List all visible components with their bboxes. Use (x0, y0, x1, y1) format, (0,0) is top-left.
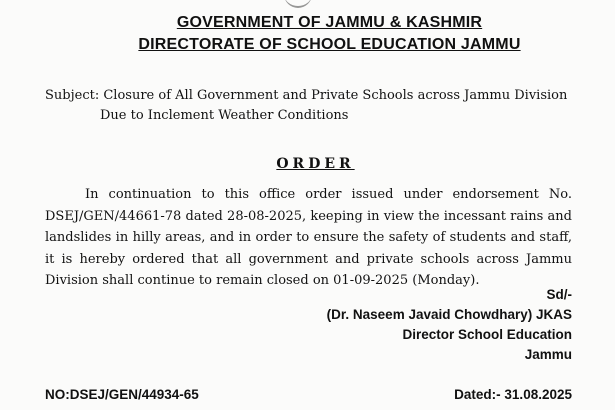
signatory-designation: Director School Education (402, 327, 572, 342)
reference-number: NO:DSEJ/GEN/44934-65 (45, 387, 199, 402)
signatory-name: (Dr. Naseem Javaid Chowdhary) JKAS (326, 307, 572, 322)
letterhead-government: GOVERNMENT OF JAMMU & KASHMIR (176, 14, 483, 31)
subject-line-1: Closure of All Government and Private Schools across Jammu Division (103, 88, 568, 103)
subject-label: Subject: (45, 88, 100, 103)
subject-line-2: Due to Inclement Weather Conditions (100, 108, 349, 123)
order-body-paragraph: In continuation to this office order issued under endorsement No. DSEJ/GEN/44661-78 dated 28-08-2025, keeping in view the incessant rains and landslides in hilly areas, and in order to ensure the safety of students and staff, it is hereby ordered that all government and private schools across Jammu Division shall continue to remain closed on 01-09-2025 (Monday). (45, 187, 572, 289)
signature-sd: Sd/- (546, 287, 572, 302)
issue-date: Dated:- 31.08.2025 (454, 387, 572, 402)
signature-block (327, 285, 572, 365)
signatory-place: Jammu (524, 347, 572, 362)
subject-block (45, 86, 585, 126)
emblem-icon (284, 0, 312, 8)
letterhead-directorate: DIRECTORATE OF SCHOOL EDUCATION JAMMU (138, 36, 521, 53)
order-heading: ORDER (276, 156, 355, 172)
